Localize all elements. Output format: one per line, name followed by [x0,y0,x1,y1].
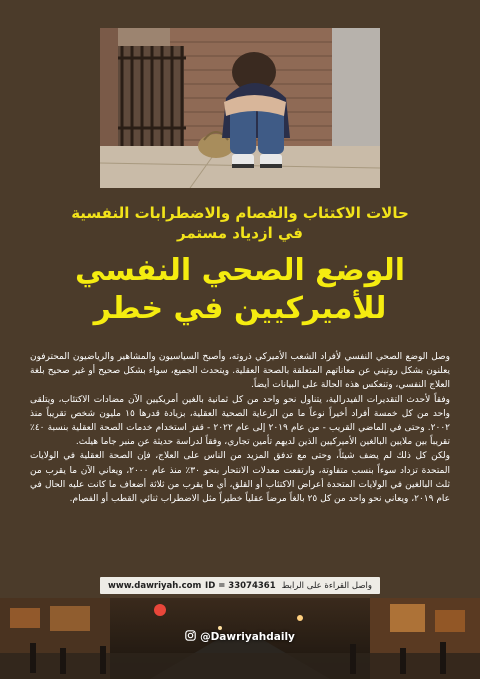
article-title-line1: الوضع الصحي النفسي [74,253,406,288]
social-handle-text: @Dawriyahdaily [200,631,295,643]
article-photo [100,28,380,188]
article-id: ID = 33074361 [205,580,276,591]
website-link[interactable]: www.dawriyah.com [108,580,202,591]
read-more-group [205,581,372,591]
article-subtitle-line2: في ازدياد مستمر [177,224,303,242]
sad-teen-illustration [100,28,380,188]
instagram-icon [185,630,196,644]
article-paragraph: وصل الوضع الصحي النفسي لأفراد الشعب الأميركي ذروته، وأصبح السياسيون والمشاهير والرياضيون المحترفون يعلنون بشكل روتيني عن معاناتهم المتعلقة بالصحة العقلية. ويتحدث الجميع، سواء بشكل صحيح أو غير صحيح بلغة العلاج النفسي، وتنعكس هذه الحالة على البيانات أيضاً. [30,352,450,391]
read-more-label: واصل القراءة على الرابط [281,580,372,591]
article-title-line2: للأميركيين في خطر [93,291,387,326]
social-handle [0,630,480,644]
article-body [30,350,450,506]
article-paragraph: وفقاً لأحدث التقديرات الفيدرالية، يتناول نحو واحد من كل ثمانية بالغين أمريكيين الآن مضادات الاكتئاب، ويتلقى واحد من كل خمسة أفراد أخيراً نوعاً ما من الرعاية الصحية العقلية، بزيادة قدرها ١٥ مليون شخص تقريباً منذ ٢٠٠٢. وحتى في الماضي القريب - من عام ٢٠١٩ إلى عام ٢٠٢٢ - قفز استخدام خدمات الصحة العقلية بنسبة ٤٠٪ تقريباً بين ملايين البالغين الأميركيين الذين لديهم تأمين تجاري، وفقاً لدراسة حديثة عن منبر جاما هيلث. [30,394,450,448]
read-more-bar [100,577,380,594]
article-subtitle-line1: حالات الاكتئاب والفصام والاضطرابات النفسية [71,204,409,222]
article-paragraph: ولكن كل ذلك لم يضف شيئاً، وحتى مع تدفق المزيد من الناس على العلاج، فإن الصحة العقلية في الولايات المتحدة تزداد سوءاً بنسب متفاوتة، وارتفعت معدلات الانتحار بنحو ٣٠٪ منذ عام ٢٠٠٠، ويعاني الآن ما يقرب من ثلث البالغين في الولايات المتحدة أعراض الاكتئاب أو القلق، أي ما يقرب من ثلاثة أضعاف ما كانت عليه الحال في عام ٢٠١٩، ويعاني نحو واحد من كل ٢٥ بالغاً مرضاً عقلياً خطيراً مثل الاضطراب ثنائي القطب أو الفصام. [30,451,451,505]
